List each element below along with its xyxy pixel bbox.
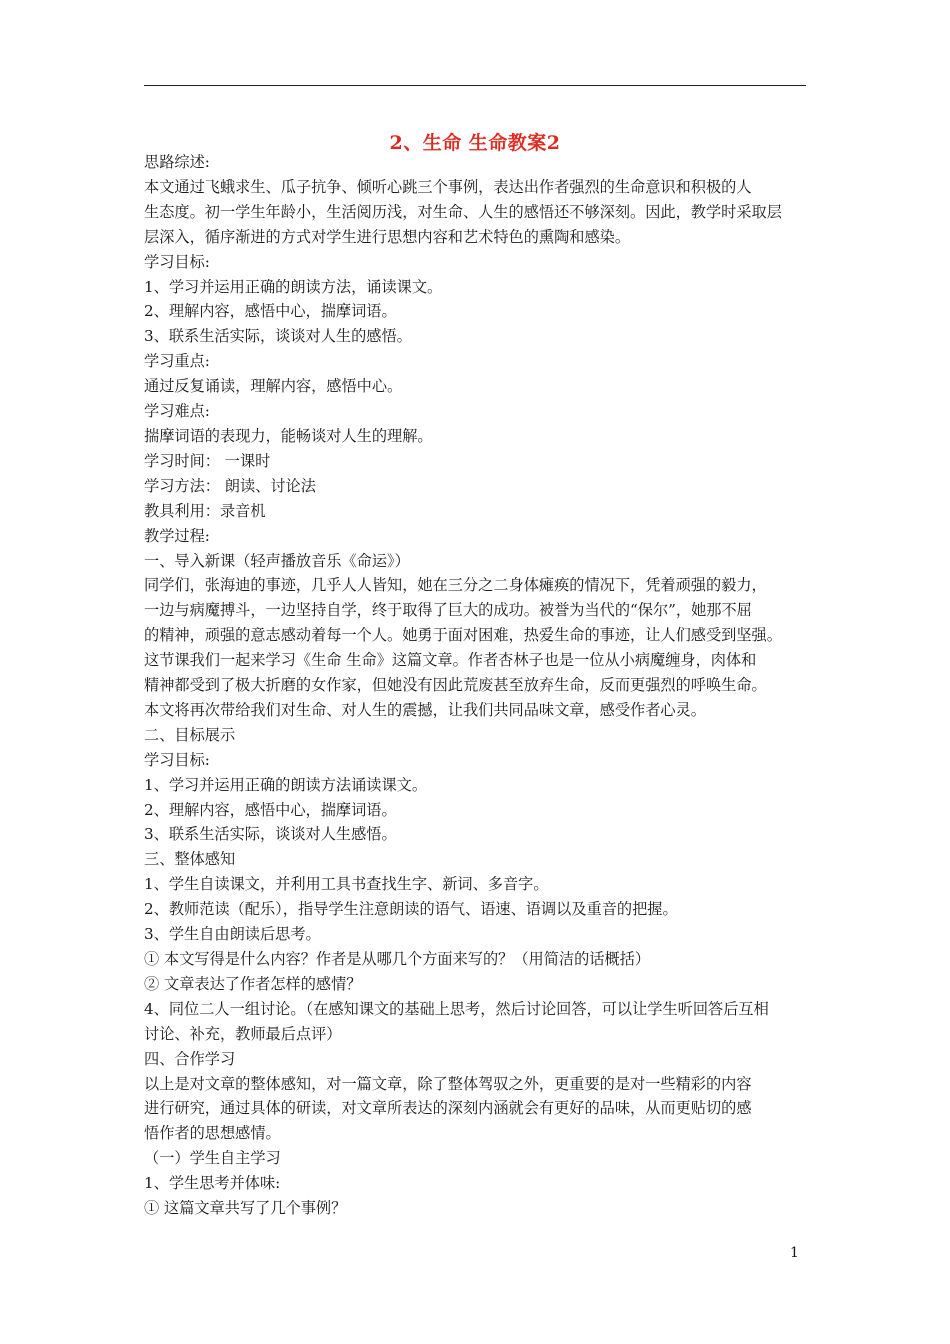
text-line: 同学们，张海迪的事迹，几乎人人皆知，她在三分之二身体瘫痪的情况下，凭着顽强的毅力， [144,576,767,595]
text-line: 2、理解内容，感悟中心，揣摩词语。 [144,302,397,321]
text-line: 的精神，顽强的意志感动着每一个人。她勇于面对困难，热爱生命的事迹，让人们感受到坚强。 [144,626,782,645]
text-line: 思路综述: [144,153,210,171]
text-line: 一边与病魔搏斗，一边坚持自学，终于取得了巨大的成功。被誉为当代的“保尔”，她那不屈 [144,601,752,620]
text-line: 这节课我们一起来学习《生命 生命》这篇文章。作者杏林子也是一位从小病魔缠身，肉体和 [144,651,757,670]
text-line: 学习目标: [144,750,210,769]
text-line: ① 这篇文章共写了几个事例？ [144,1199,347,1218]
text-line: 2、理解内容，感悟中心，揣摩词语。 [144,800,397,819]
text-line: 3、联系生活实际，谈谈对人生感悟。 [144,825,397,844]
text-line: 教学过程: [144,526,210,545]
document-title: 2、生命 生命教案2 [389,132,561,154]
text-line: 四、合作学习 [144,1049,236,1068]
header-rule [144,85,806,86]
text-line: 生态度。初一学生年龄小，生活阅历浅，对生命、人生的感悟还不够深刻。因此，教学时采取层 [144,202,782,221]
text-line: 1、学生自读课文，并利用工具书查找生字、新词、多音字。 [144,875,549,894]
text-line: 通过反复诵读，理解内容，感悟中心。 [144,377,403,396]
text-line: 2、教师范读（配乐），指导学生注意朗读的语气、语速、语调以及重音的把握。 [144,900,678,919]
text-line: ① 本文写得是什么内容？作者是从哪几个方面来写的？（用简洁的话概括） [144,950,651,968]
text-line: 揣摩词语的表现力，能畅谈对人生的理解。 [144,426,433,445]
text-line: 学习难点: [144,402,210,421]
text-line: 3、联系生活实际，谈谈对人生的感悟。 [144,327,412,346]
text-line: （一）学生自主学习 [144,1149,281,1168]
text-line: 4、同位二人一组讨论。（在感知课文的基础上思考，然后讨论回答，可以让学生听回答后互相 [144,999,769,1018]
text-line: 1、学习并运用正确的朗读方法诵读课文。 [144,775,428,794]
text-line: 学习方法： 朗读、讨论法 [144,476,316,495]
text-line: 精神都受到了极大折磨的女作家，但她没有因此荒废甚至放弃生命，反而更强烈的呼唤生命。 [144,676,767,695]
text-line: 本文将再次带给我们对生命、对人生的震撼，让我们共同品味文章，感受作者心灵。 [144,700,706,719]
text-line: 1、学生思考并体味: [144,1174,281,1193]
text-line: 学习重点: [144,352,210,371]
text-line: 二、目标展示 [144,725,236,744]
page-number: 1 [790,1245,799,1261]
text-line: 讨论、补充，教师最后点评） [144,1024,342,1043]
text-line: 本文通过飞蛾求生、瓜子抗争、倾听心跳三个事例，表达出作者强烈的生命意识和积极的人 [144,177,752,196]
text-line: ② 文章表达了作者怎样的感情？ [144,974,362,993]
text-line: 三、整体感知 [144,850,236,869]
text-line: 1、学习并运用正确的朗读方法，诵读课文。 [144,277,443,296]
text-line: 一、导入新课（轻声播放音乐《命运》） [144,551,410,570]
document-body [144,150,814,1221]
text-line: 学习时间： 一课时 [144,451,271,470]
text-line: 3、学生自由朗读后思考。 [144,925,321,944]
text-line: 悟作者的思想感情。 [144,1124,281,1143]
text-line: 以上是对文章的整体感知，对一篇文章，除了整体驾驭之外，更重要的是对一些精彩的内容 [144,1074,752,1093]
text-line: 进行研究，通过具体的研读，对文章所表达的深刻内涵就会有更好的品味，从而更贴切的感 [144,1099,752,1118]
text-line: 层深入，循序渐进的方式对学生进行思想内容和艺术特色的熏陶和感染。 [144,227,630,246]
text-line: 学习目标: [144,252,210,271]
text-line: 教具利用：录音机 [144,501,266,520]
